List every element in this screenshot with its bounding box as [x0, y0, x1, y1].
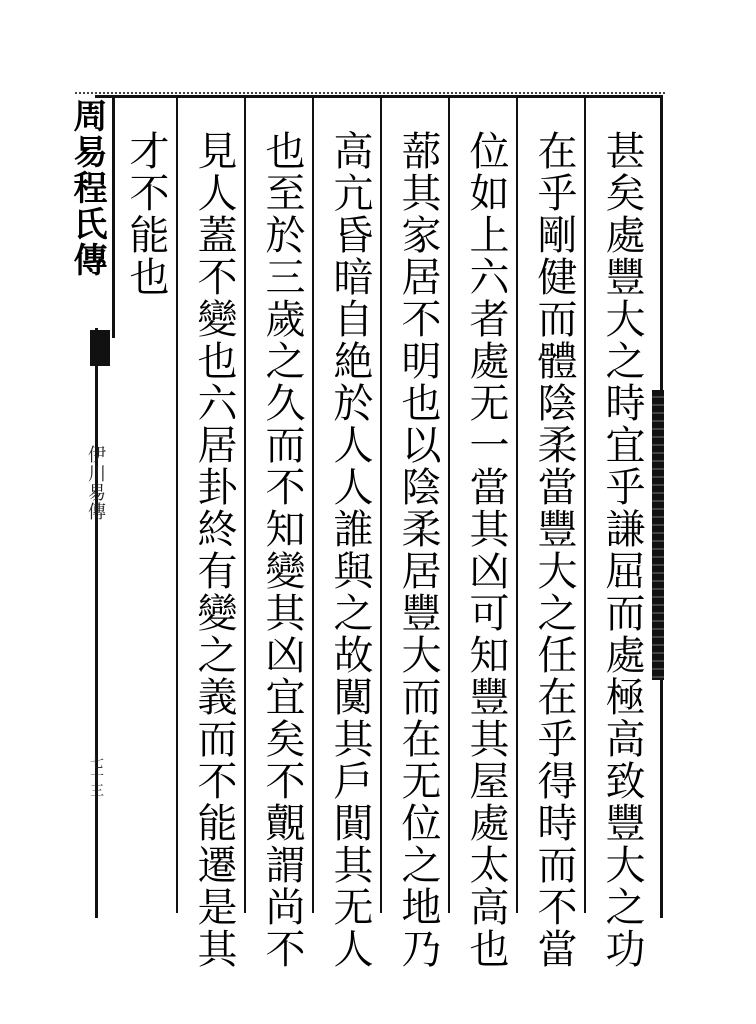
margin-book-label: 伊川易傳 [85, 445, 106, 521]
column-rule [448, 98, 450, 913]
margin-title: 周易程氏傳 [76, 98, 112, 328]
text-column-7: 見人蓋不變也六居卦終有變之義而不能遷是其 [191, 130, 237, 970]
text-column-8: 才不能也 [123, 130, 169, 298]
text-column-1: 甚矣處豐大之時宜乎謙屈而處極高致豐大之功 [599, 130, 645, 970]
column-rule [584, 98, 586, 913]
column-rule [516, 98, 518, 913]
fishtail-mark [90, 330, 110, 366]
text-column-6: 也至於三歲之久而不知變其凶宜矣不覿謂尚不 [259, 130, 305, 970]
binding-edge [652, 390, 664, 680]
column-rule [312, 98, 314, 913]
page-number: 七十三 [88, 755, 104, 797]
text-column-5: 高亢昏暗自絶於人人誰與之故闃其戶閴其无人 [327, 130, 373, 970]
column-rule [244, 98, 246, 913]
text-column-3: 位如上六者處无一當其凶可知豐其屋處太高也 [463, 130, 509, 970]
text-column-4: 蔀其家居不明也以陰柔居豐大而在无位之地乃 [395, 130, 441, 970]
column-rule [176, 98, 178, 913]
text-column-2: 在乎剛健而體陰柔當豐大之任在乎得時而不當 [531, 130, 577, 970]
column-rule [380, 98, 382, 913]
